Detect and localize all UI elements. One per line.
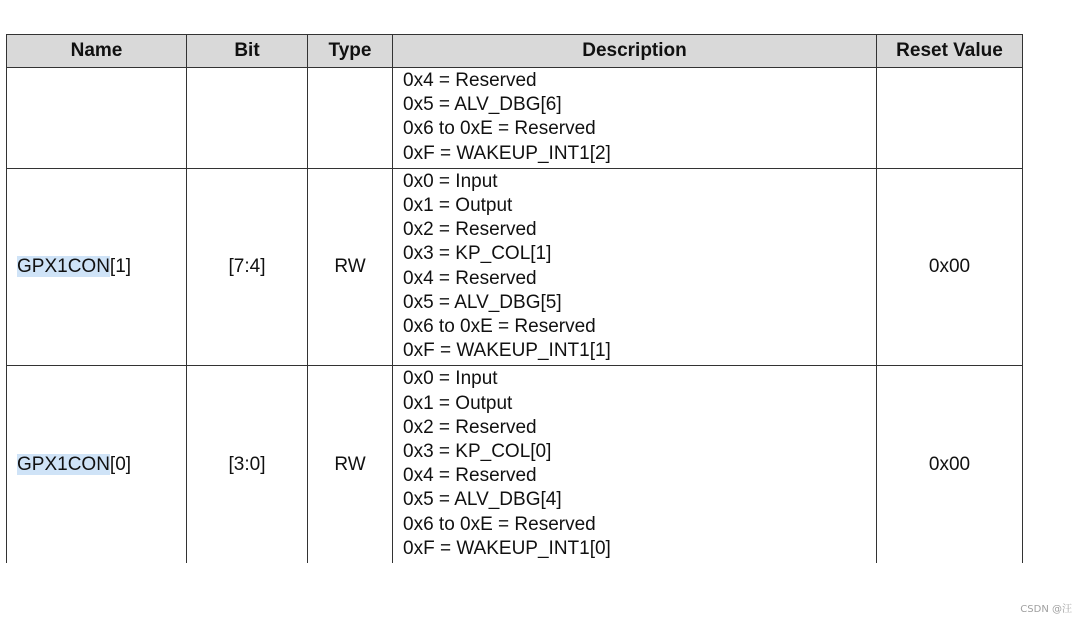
name-highlighted-text[interactable]: GPX1CON bbox=[17, 256, 110, 278]
table-row bbox=[7, 168, 1023, 366]
reset-value-cell bbox=[877, 68, 1023, 169]
header-description: Description bbox=[393, 35, 877, 68]
table-row bbox=[7, 68, 1023, 169]
bit-cell bbox=[187, 68, 308, 169]
description-line: 0x2 = Reserved bbox=[403, 416, 537, 438]
header-name: Name bbox=[7, 35, 187, 68]
description-line: 0x6 to 0xE = Reserved bbox=[403, 118, 596, 140]
description-cell bbox=[393, 68, 877, 169]
name-cell bbox=[7, 366, 187, 563]
bit-cell: [7:4] bbox=[187, 168, 308, 366]
name-cell bbox=[7, 68, 187, 169]
description-line: 0x1 = Output bbox=[403, 392, 513, 414]
table-header-row bbox=[7, 35, 1023, 68]
description-line: 0x0 = Input bbox=[403, 368, 498, 390]
name-highlighted-text[interactable]: GPX1CON bbox=[17, 453, 110, 475]
header-bit: Bit bbox=[187, 35, 308, 68]
description-line: 0x4 = Reserved bbox=[403, 70, 537, 91]
description-line: 0x4 = Reserved bbox=[403, 465, 537, 487]
description-line: 0x3 = KP_COL[0] bbox=[403, 441, 552, 463]
description-line: 0x6 to 0xE = Reserved bbox=[403, 513, 596, 535]
description-line: 0x4 = Reserved bbox=[403, 267, 537, 289]
description-line: 0x6 to 0xE = Reserved bbox=[403, 316, 596, 338]
table-row bbox=[7, 366, 1023, 563]
name-index: [1] bbox=[109, 256, 132, 278]
watermark: CSDN @汪 bbox=[1020, 604, 1072, 615]
reset-value-cell: 0x00 bbox=[877, 168, 1023, 366]
description-line: 0x5 = ALV_DBG[6] bbox=[403, 94, 562, 116]
header-reset-value: Reset Value bbox=[877, 35, 1023, 68]
type-cell bbox=[308, 68, 393, 169]
register-table bbox=[6, 34, 1023, 563]
description-cell bbox=[393, 168, 877, 366]
bit-cell: [3:0] bbox=[187, 366, 308, 563]
header-type: Type bbox=[308, 35, 393, 68]
description-line: 0xF = WAKEUP_INT1[1] bbox=[403, 340, 611, 362]
description-cell bbox=[393, 366, 877, 563]
description-line: 0x1 = Output bbox=[403, 195, 513, 217]
description-line: 0xF = WAKEUP_INT1[0] bbox=[403, 537, 611, 559]
reset-value-cell: 0x00 bbox=[877, 366, 1023, 563]
description-line: 0xF = WAKEUP_INT1[2] bbox=[403, 142, 611, 164]
description-line: 0x5 = ALV_DBG[4] bbox=[403, 489, 562, 511]
type-cell: RW bbox=[308, 366, 393, 563]
name-cell bbox=[7, 168, 187, 366]
description-line: 0x0 = Input bbox=[403, 170, 498, 192]
description-line: 0x2 = Reserved bbox=[403, 219, 537, 241]
name-index: [0] bbox=[109, 453, 132, 475]
type-cell: RW bbox=[308, 168, 393, 366]
description-line: 0x5 = ALV_DBG[5] bbox=[403, 291, 562, 313]
description-line: 0x3 = KP_COL[1] bbox=[403, 243, 552, 265]
